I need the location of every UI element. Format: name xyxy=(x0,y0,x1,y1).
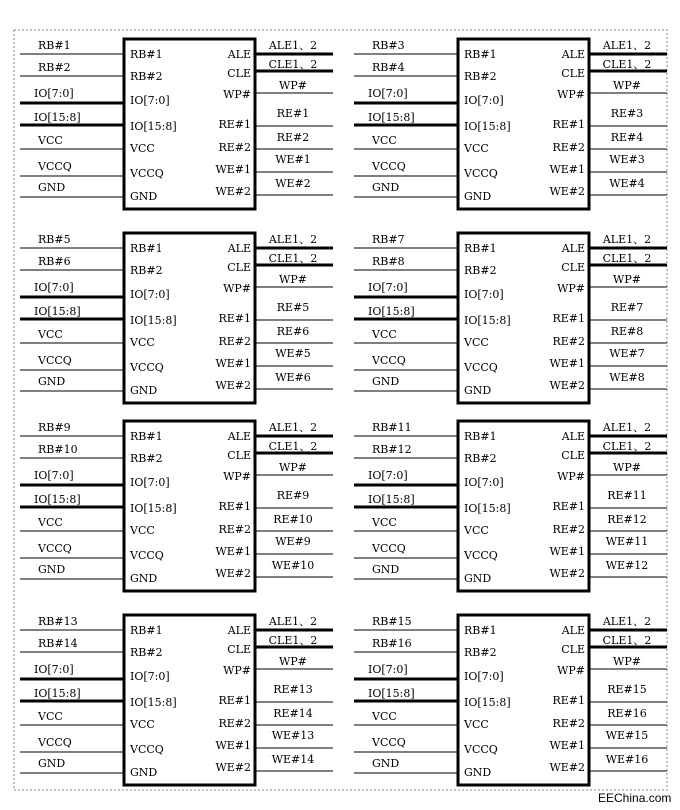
chip-pin-label: RB#1 xyxy=(464,48,497,61)
chip-pin-label: RE#2 xyxy=(218,335,251,348)
chip-pin-label: VCC xyxy=(130,524,155,537)
output-net-label: WP# xyxy=(613,79,641,92)
chip-pin-label: VCC xyxy=(130,718,155,731)
output-net-label: RE#6 xyxy=(276,325,310,338)
output-net-label: RE#12 xyxy=(607,513,647,526)
chip-pin-label: WP# xyxy=(557,88,585,101)
chip-pin-label: ALE xyxy=(561,430,585,443)
chip-pin-label: ALE xyxy=(561,48,585,61)
chip-pin-label: CLE xyxy=(227,643,251,656)
input-net-label: IO[15:8] xyxy=(34,111,81,124)
input-net-label: GND xyxy=(372,563,400,576)
output-net-label: CLE1、2 xyxy=(602,634,652,647)
input-net-label: GND xyxy=(38,375,66,388)
chip-pin-label: RB#1 xyxy=(130,242,163,255)
chip-pin-label: RB#1 xyxy=(464,430,497,443)
input-net-label: RB#9 xyxy=(38,421,71,434)
chip-pin-label: CLE xyxy=(227,67,251,80)
chip-pin-label: VCCQ xyxy=(130,743,164,756)
output-net-label: RE#16 xyxy=(607,707,647,720)
output-net-label: RE#11 xyxy=(607,489,647,502)
chip-pin-label: WE#1 xyxy=(215,545,251,558)
chip-pin-label: RE#1 xyxy=(218,500,251,513)
input-net-label: VCC xyxy=(38,710,63,723)
input-net-label: VCCQ xyxy=(38,736,72,749)
chip-pin-label: IO[15:8] xyxy=(464,696,511,709)
chip-pin-label: RB#2 xyxy=(130,264,163,277)
input-net-label: RB#4 xyxy=(372,61,405,74)
input-net-label: IO[15:8] xyxy=(34,687,81,700)
input-net-label: VCC xyxy=(38,134,63,147)
input-net-label: IO[15:8] xyxy=(368,305,415,318)
chip-pin-label: ALE xyxy=(227,430,251,443)
output-net-label: RE#9 xyxy=(276,489,310,502)
input-net-label: IO[7:0] xyxy=(34,281,74,294)
output-net-label: WP# xyxy=(279,273,307,286)
chip-pin-label: WE#1 xyxy=(549,545,585,558)
chip-pin-label: RE#2 xyxy=(218,523,251,536)
output-net-label: RE#5 xyxy=(276,301,310,314)
input-net-label: VCC xyxy=(372,710,397,723)
chip-pin-label: RE#2 xyxy=(552,335,585,348)
input-net-label: VCC xyxy=(372,328,397,341)
chip-pin-label: RE#1 xyxy=(552,694,585,707)
output-net-label: CLE1、2 xyxy=(602,252,652,265)
input-net-label: IO[15:8] xyxy=(368,687,415,700)
flash-chip xyxy=(354,615,667,785)
flash-chip xyxy=(20,615,333,785)
chip-pin-label: RB#2 xyxy=(130,452,163,465)
chip-pin-label: IO[7:0] xyxy=(130,476,170,489)
output-net-label: WE#13 xyxy=(271,729,315,742)
chip-pin-label: CLE xyxy=(561,67,585,80)
input-net-label: VCC xyxy=(372,516,397,529)
chip-pin-label: VCCQ xyxy=(464,549,498,562)
input-net-label: RB#16 xyxy=(372,637,412,650)
output-net-label: WP# xyxy=(613,273,641,286)
input-net-label: RB#6 xyxy=(38,255,71,268)
chip-pin-label: IO[7:0] xyxy=(464,94,504,107)
chip-pin-label: RE#2 xyxy=(552,141,585,154)
input-net-label: GND xyxy=(38,563,66,576)
watermark-text: EEChina.com xyxy=(598,791,672,805)
chip-pin-label: IO[15:8] xyxy=(130,502,177,515)
input-net-label: IO[7:0] xyxy=(368,87,408,100)
input-net-label: IO[7:0] xyxy=(368,663,408,676)
chip-pin-label: RB#2 xyxy=(464,452,497,465)
input-net-label: RB#10 xyxy=(38,443,78,456)
chip-pin-label: GND xyxy=(130,572,158,585)
chip-pin-label: RE#1 xyxy=(552,118,585,131)
chip-pin-label: VCCQ xyxy=(130,549,164,562)
output-net-label: WE#8 xyxy=(609,371,645,384)
chip-pin-label: WE#1 xyxy=(215,163,251,176)
input-net-label: RB#15 xyxy=(372,615,412,628)
chip-pin-label: VCCQ xyxy=(464,743,498,756)
input-net-label: GND xyxy=(38,181,66,194)
output-net-label: WP# xyxy=(613,655,641,668)
chip-pin-label: IO[7:0] xyxy=(130,670,170,683)
chip-pin-label: WP# xyxy=(223,664,251,677)
chip-pin-label: VCC xyxy=(464,142,489,155)
chip-pin-label: RB#1 xyxy=(464,624,497,637)
chip-pin-label: IO[15:8] xyxy=(130,314,177,327)
chip-pin-label: WP# xyxy=(557,282,585,295)
output-net-label: CLE1、2 xyxy=(268,252,318,265)
input-net-label: GND xyxy=(372,375,400,388)
chip-pin-label: VCCQ xyxy=(130,361,164,374)
input-net-label: IO[7:0] xyxy=(34,663,74,676)
input-net-label: VCC xyxy=(38,516,63,529)
input-net-label: IO[15:8] xyxy=(368,493,415,506)
chip-pin-label: VCC xyxy=(130,142,155,155)
chip-array xyxy=(20,39,667,785)
input-net-label: IO[15:8] xyxy=(34,493,81,506)
chip-pin-label: RE#1 xyxy=(218,118,251,131)
input-net-label: VCCQ xyxy=(372,160,406,173)
chip-pin-label: VCCQ xyxy=(464,167,498,180)
chip-pin-label: CLE xyxy=(561,261,585,274)
chip-pin-label: RB#1 xyxy=(130,48,163,61)
output-net-label: WE#4 xyxy=(609,177,645,190)
chip-pin-label: VCC xyxy=(464,336,489,349)
output-net-label: WE#1 xyxy=(275,153,311,166)
output-net-label: RE#8 xyxy=(610,325,644,338)
chip-pin-label: RB#2 xyxy=(464,646,497,659)
chip-pin-label: IO[7:0] xyxy=(464,288,504,301)
chip-pin-label: GND xyxy=(130,384,158,397)
output-net-label: WE#12 xyxy=(605,559,649,572)
chip-pin-label: WE#2 xyxy=(215,761,251,774)
output-net-label: RE#4 xyxy=(610,131,644,144)
output-net-label: RE#14 xyxy=(273,707,313,720)
flash-chip xyxy=(354,39,667,209)
chip-pin-label: RE#2 xyxy=(552,717,585,730)
input-net-label: VCCQ xyxy=(372,354,406,367)
chip-pin-label: WE#2 xyxy=(549,185,585,198)
chip-pin-label: VCC xyxy=(464,524,489,537)
output-net-label: RE#10 xyxy=(273,513,313,526)
chip-pin-label: WP# xyxy=(557,470,585,483)
output-net-label: ALE1、2 xyxy=(268,233,318,246)
output-net-label: WE#14 xyxy=(271,753,315,766)
chip-pin-label: WE#2 xyxy=(215,185,251,198)
output-net-label: RE#15 xyxy=(607,683,647,696)
chip-pin-label: WE#2 xyxy=(215,379,251,392)
output-net-label: ALE1、2 xyxy=(602,421,652,434)
output-net-label: WE#10 xyxy=(271,559,315,572)
input-net-label: RB#5 xyxy=(38,233,71,246)
chip-pin-label: WE#1 xyxy=(215,739,251,752)
chip-pin-label: IO[15:8] xyxy=(464,502,511,515)
flash-chip xyxy=(354,421,667,591)
input-net-label: IO[7:0] xyxy=(34,469,74,482)
chip-pin-label: IO[15:8] xyxy=(130,120,177,133)
input-net-label: VCCQ xyxy=(372,542,406,555)
chip-pin-label: WE#2 xyxy=(549,379,585,392)
input-net-label: GND xyxy=(372,181,400,194)
chip-pin-label: RE#1 xyxy=(218,694,251,707)
flash-chip xyxy=(20,39,333,209)
chip-pin-label: WE#1 xyxy=(549,739,585,752)
output-net-label: CLE1、2 xyxy=(602,58,652,71)
chip-pin-label: RE#2 xyxy=(218,717,251,730)
chip-pin-label: CLE xyxy=(561,449,585,462)
input-net-label: IO[15:8] xyxy=(368,111,415,124)
chip-pin-label: ALE xyxy=(561,624,585,637)
input-net-label: IO[7:0] xyxy=(368,469,408,482)
output-net-label: CLE1、2 xyxy=(268,440,318,453)
chip-pin-label: GND xyxy=(130,766,158,779)
input-net-label: VCC xyxy=(38,328,63,341)
input-net-label: RB#7 xyxy=(372,233,405,246)
chip-pin-label: VCCQ xyxy=(130,167,164,180)
output-net-label: ALE1、2 xyxy=(602,233,652,246)
chip-pin-label: IO[7:0] xyxy=(464,670,504,683)
input-net-label: RB#14 xyxy=(38,637,78,650)
input-net-label: IO[7:0] xyxy=(368,281,408,294)
chip-pin-label: RB#2 xyxy=(464,70,497,83)
chip-pin-label: WE#2 xyxy=(549,567,585,580)
chip-pin-label: GND xyxy=(464,384,492,397)
chip-pin-label: CLE xyxy=(227,449,251,462)
output-net-label: RE#13 xyxy=(273,683,313,696)
output-net-label: WP# xyxy=(279,655,307,668)
chip-pin-label: RE#1 xyxy=(552,312,585,325)
chip-pin-label: ALE xyxy=(561,242,585,255)
input-net-label: RB#1 xyxy=(38,39,71,52)
chip-pin-label: WP# xyxy=(223,88,251,101)
output-net-label: WE#9 xyxy=(275,535,311,548)
input-net-label: GND xyxy=(372,757,400,770)
input-net-label: VCCQ xyxy=(38,354,72,367)
output-net-label: WE#6 xyxy=(275,371,311,384)
output-net-label: RE#1 xyxy=(276,107,310,120)
chip-pin-label: VCC xyxy=(464,718,489,731)
chip-pin-label: GND xyxy=(464,190,492,203)
chip-pin-label: WE#1 xyxy=(549,357,585,370)
chip-pin-label: IO[15:8] xyxy=(464,314,511,327)
output-net-label: WP# xyxy=(279,461,307,474)
chip-pin-label: RE#2 xyxy=(218,141,251,154)
output-net-label: WP# xyxy=(279,79,307,92)
output-net-label: WE#7 xyxy=(609,347,645,360)
chip-pin-label: GND xyxy=(464,766,492,779)
chip-pin-label: RB#1 xyxy=(464,242,497,255)
chip-pin-label: IO[15:8] xyxy=(130,696,177,709)
chip-pin-label: RE#1 xyxy=(552,500,585,513)
output-net-label: CLE1、2 xyxy=(602,440,652,453)
input-net-label: RB#2 xyxy=(38,61,71,74)
input-net-label: RB#13 xyxy=(38,615,78,628)
chip-pin-label: ALE xyxy=(227,242,251,255)
chip-pin-label: RB#2 xyxy=(130,646,163,659)
chip-pin-label: VCCQ xyxy=(464,361,498,374)
chip-pin-label: VCC xyxy=(130,336,155,349)
input-net-label: RB#3 xyxy=(372,39,405,52)
chip-pin-label: ALE xyxy=(227,624,251,637)
flash-chip xyxy=(354,233,667,403)
input-net-label: RB#11 xyxy=(372,421,412,434)
input-net-label: RB#12 xyxy=(372,443,412,456)
input-net-label: GND xyxy=(38,757,66,770)
flash-chip xyxy=(20,421,333,591)
chip-pin-label: GND xyxy=(464,572,492,585)
output-net-label: ALE1、2 xyxy=(602,39,652,52)
output-net-label: CLE1、2 xyxy=(268,58,318,71)
chip-pin-label: WE#2 xyxy=(215,567,251,580)
chip-pin-label: RB#2 xyxy=(464,264,497,277)
output-net-label: WE#2 xyxy=(275,177,311,190)
output-net-label: RE#3 xyxy=(610,107,644,120)
chip-pin-label: RB#2 xyxy=(130,70,163,83)
chip-pin-label: CLE xyxy=(561,643,585,656)
chip-pin-label: ALE xyxy=(227,48,251,61)
output-net-label: WE#11 xyxy=(605,535,649,548)
chip-pin-label: IO[7:0] xyxy=(130,94,170,107)
input-net-label: VCCQ xyxy=(38,160,72,173)
chip-pin-label: WE#1 xyxy=(549,163,585,176)
output-net-label: WP# xyxy=(613,461,641,474)
chip-pin-label: WP# xyxy=(223,282,251,295)
chip-pin-label: GND xyxy=(130,190,158,203)
chip-pin-label: WE#2 xyxy=(549,761,585,774)
chip-pin-label: IO[15:8] xyxy=(464,120,511,133)
output-net-label: WE#5 xyxy=(275,347,311,360)
output-net-label: CLE1、2 xyxy=(268,634,318,647)
chip-pin-label: CLE xyxy=(227,261,251,274)
input-net-label: VCCQ xyxy=(38,542,72,555)
chip-pin-label: RE#1 xyxy=(218,312,251,325)
output-net-label: ALE1、2 xyxy=(602,615,652,628)
chip-pin-label: IO[7:0] xyxy=(464,476,504,489)
chip-pin-label: WE#1 xyxy=(215,357,251,370)
output-net-label: RE#7 xyxy=(610,301,644,314)
output-net-label: WE#16 xyxy=(605,753,649,766)
output-net-label: WE#15 xyxy=(605,729,649,742)
chip-pin-label: RB#1 xyxy=(130,430,163,443)
input-net-label: VCCQ xyxy=(372,736,406,749)
output-net-label: ALE1、2 xyxy=(268,421,318,434)
output-net-label: ALE1、2 xyxy=(268,615,318,628)
input-net-label: RB#8 xyxy=(372,255,405,268)
chip-pin-label: RB#1 xyxy=(130,624,163,637)
flash-chip xyxy=(20,233,333,403)
output-net-label: ALE1、2 xyxy=(268,39,318,52)
chip-pin-label: RE#2 xyxy=(552,523,585,536)
output-net-label: RE#2 xyxy=(276,131,310,144)
input-net-label: IO[15:8] xyxy=(34,305,81,318)
input-net-label: IO[7:0] xyxy=(34,87,74,100)
chip-pin-label: IO[7:0] xyxy=(130,288,170,301)
input-net-label: VCC xyxy=(372,134,397,147)
chip-pin-label: WP# xyxy=(223,470,251,483)
output-net-label: WE#3 xyxy=(609,153,645,166)
chip-pin-label: WP# xyxy=(557,664,585,677)
